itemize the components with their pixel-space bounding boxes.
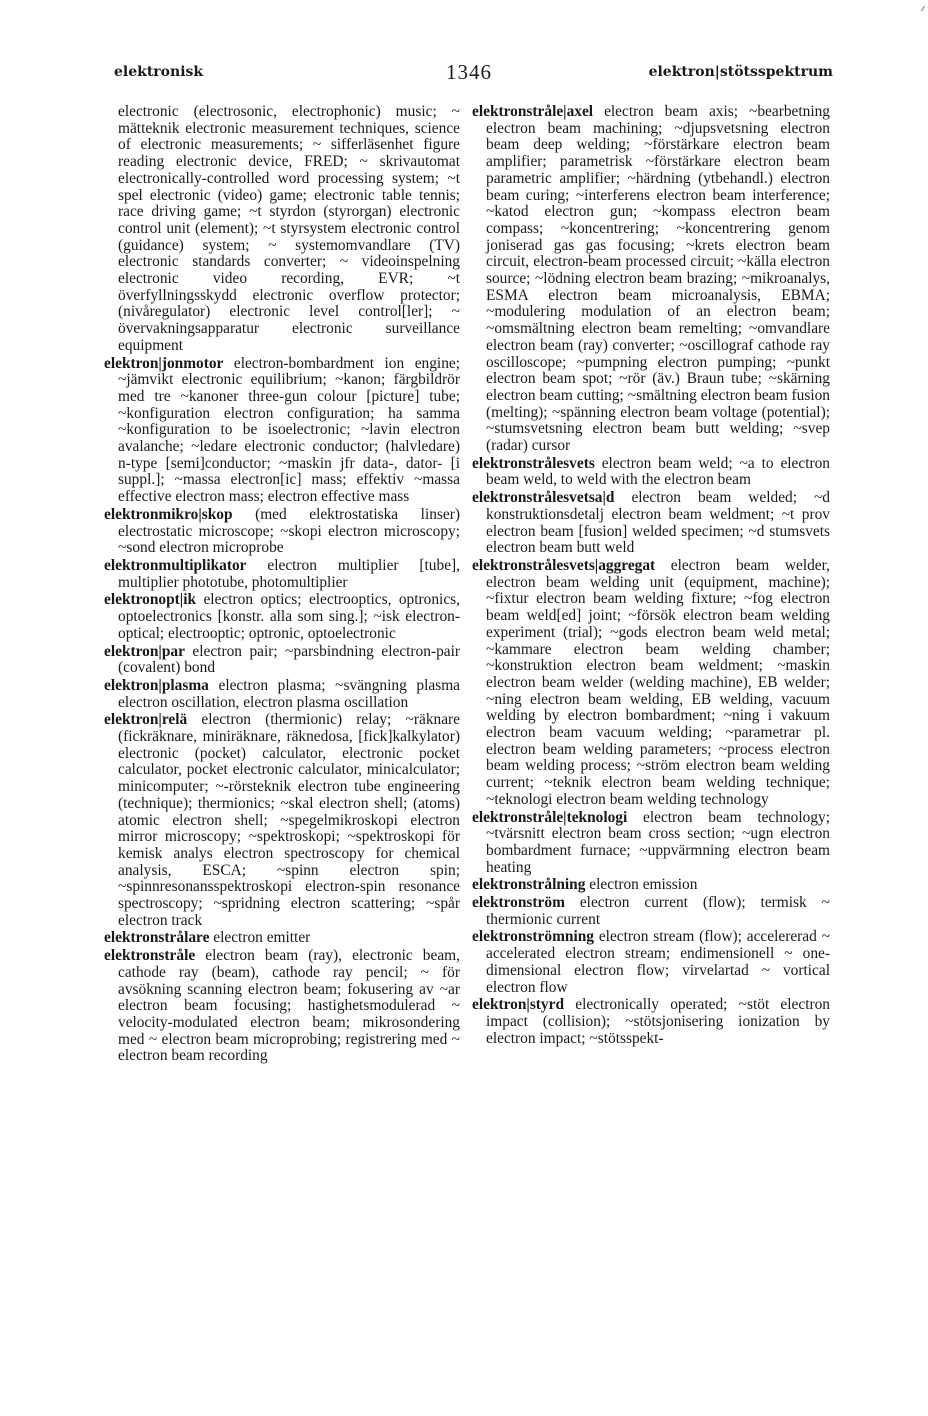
dictionary-entry — [104, 712, 460, 929]
dictionary-entry — [104, 948, 460, 1065]
entry-text: electron plasma; ~svängning plasma electron oscillation, electron plasma oscillation — [118, 676, 460, 711]
dictionary-entry — [472, 104, 830, 455]
entry-text: electron beam welded; ~d konstruktionsdetalj electron beam weldment; ~t prov electron beam [fusion] welded specimen; ~d stumsvets electron beam butt weld — [486, 489, 830, 557]
dictionary-entry — [472, 810, 830, 877]
dictionary-entry — [104, 356, 460, 506]
entry-headword: elektron|plasma — [104, 676, 209, 694]
entry-text: electronically operated; ~stöt electron impact (collision); ~stötsjonisering ionization by electron impact; ~stötsspekt- — [486, 996, 830, 1047]
entry-headword: elektronstrålning — [472, 876, 586, 894]
entry-text: electron-bombardment ion engine; ~jämvikt electronic equilibrium; ~kanon; färgbildrör med tre ~kanoner three-gun colour [picture] tube; ~konfiguration electron configuration; ha samma ~konfiguration to be isoelectronic; ~lavin electron avalanche; ~ledare electronic conductor; (halvledare) n-type [semi]conductor; ~maskin jfr data-, dator- [i suppl.]; ~massa electron[ic] mass; effektiv ~massa effective electron mass; electron effective mass — [118, 354, 460, 506]
entry-text: electron beam weld; ~a to electron beam weld, to weld with the electron beam — [486, 454, 830, 489]
entry-headword: elektronstråle|axel — [472, 103, 594, 120]
dictionary-entry — [104, 592, 460, 642]
entry-text: electron beam axis; ~bearbetning electron beam machining; ~djupsvetsning electron beam deep welding; ~förstärkare electron beam amplifier; parametrisk ~förstärkare electron beam parametric amplifier; ~härdning (ytbehandl.) electron beam curing; ~interferens electron beam interference; ~katod electron gun; ~kompass electron beam compass; ~koncentrering; ~koncentrering genom joniserad gas gas focusing; ~krets electron beam circuit, electron-beam processed circuit; ~källa electron source; ~lödning electron beam brazing; ~mikroanalys, ESMA electron beam microanalysis, EBMA; ~modulering modulation of an electron beam; ~omsmältning electron beam remelting; ~omvandlare electron beam (ray) converter; ~oscillograf cathode ray oscilloscope; ~pumpning electron pumping; ~punkt electron beam spot; ~rör (äv.) Braun tube; ~skärning electron beam cutting; ~smältning electron beam fusion (melting); ~spänning electron beam voltage (potential); ~stumsvetsning electron beam butt welding; ~svep (radar) cursor — [486, 103, 830, 455]
entry-text: electron optics; electrooptics, optronics, optoelectronics [konstr. alla som sing.]; ~isk electron-optical; electrooptic; optronic, optoelectronic — [118, 591, 460, 642]
entry-text: electronic (electrosonic, electrophonic) music; ~ mätteknik electronic measurement techniques, science of electronic measurements; ~ sifferläsenhet figure reading electronic device, FRED; ~ skrivautomat electronically-controlled word processing system; ~t spel electronic (video) game; electronic table tennis; race driving game; ~t styrdon (styrorgan) electronic control unit (element); ~t styrsystem electronic control (guidance) system; ~ systemomvandlare (TV) electronic standards converter; ~ videoinspelning electronic video recording, EVR; ~t överfyllningsskydd electronic overflow protector; (nivåregulator) electronic level control[ler]; ~ övervakningsapparatur electronic surveillance equipment — [118, 103, 460, 354]
dictionary-entry — [472, 877, 830, 894]
dictionary-entry — [472, 895, 830, 928]
entry-headword: elektronstråle|teknologi — [472, 808, 628, 826]
margin-mark — [921, 6, 925, 12]
entry-headword: elektronstråle — [104, 947, 196, 965]
entry-headword: elektron|jonmotor — [104, 354, 224, 372]
dictionary-entry — [104, 507, 460, 557]
dictionary-entry — [472, 929, 830, 996]
entry-text: electron beam technology; ~tvärsnitt electron beam cross section; ~ugn electron bombardment furnace; ~uppvärmning electron beam heating — [486, 808, 830, 876]
right-column — [472, 104, 830, 1048]
entry-text: electron emission — [585, 876, 698, 894]
dictionary-entry — [472, 456, 830, 489]
entry-text: electron beam (ray), electronic beam, cathode ray (beam), cathode ray pencil; ~ för avsökning scanning electron beam; fokusering av ~ar electron beam focusing; hastighetsmodulerad ~ velocity-modulated electron beam; mikrosondering med ~ electron beam microprobing; registrering med ~ electron beam recording — [118, 947, 460, 1065]
entry-text: electron current (flow); termisk ~ thermionic current — [486, 894, 830, 928]
entry-headword: elektronmultiplikator — [104, 556, 247, 574]
entry-text: electron emitter — [209, 929, 311, 947]
entry-text: electron (thermionic) relay; ~räknare (fickräknare, miniräknare, räknedosa, [fick]kalkylator) electronic (pocket) calculator, electronic pocket calculator, pocket electronic calculator, minicalculator; minicomputer; ~-rörsteknik electron tube engineering (technique); thermionics; ~skal electron shell; (atoms) atomic electron shell; ~spegelmikroskopi electron mirror microscopy; ~spektroskopi; ~spektroskopi för kemisk analys electron spectroscopy for chemical analysis, ESCA; ~spinn electron spin; ~spinnresonansspektroskopi electron-spin resonance spectroscopy; ~spridning electron scattering; ~spår electron track — [118, 711, 460, 929]
entry-text: electron stream (flow); accelererad ~ accelerated electron stream; endimensionell ~ one-dimensional electron flow; virvelartad ~ vortical electron flow — [486, 928, 830, 996]
dictionary-entry — [104, 644, 460, 677]
left-guide-word: elektronisk — [114, 64, 204, 80]
entry-headword: elektronmikro|skop — [104, 505, 233, 523]
entry-headword: elektron|relä — [104, 711, 188, 729]
entry-headword: elektronstrålesvets|aggregat — [472, 556, 656, 574]
dictionary-entry — [104, 678, 460, 711]
dictionary-entry — [104, 930, 460, 947]
entry-headword: elektron|par — [104, 642, 185, 660]
dictionary-entry — [472, 490, 830, 557]
dictionary-entry — [472, 558, 830, 809]
page-header — [0, 60, 928, 84]
right-guide-word: elektron|stötsspektrum — [648, 64, 833, 80]
entry-headword: elektronström — [472, 894, 565, 912]
entry-text: electron pair; ~parsbindning electron-pair (covalent) bond — [118, 642, 460, 677]
dictionary-entry — [104, 558, 460, 591]
entry-headword: elektron|styrd — [472, 996, 565, 1014]
entry-headword: elektronopt|ik — [104, 591, 197, 609]
dictionary-entry — [472, 997, 830, 1047]
left-column — [104, 104, 460, 1066]
entry-text: electron beam welder, electron beam welding unit (equipment, machine); ~fixtur electron beam welding fixture; ~fog electron beam weld[ed] joint; ~försök electron beam welding experiment (trial); ~gods electron beam weld metal; ~kammare electron beam welding chamber; ~konstruktion electron beam weldment; ~maskin electron beam welder (welding machine), EB welder; ~ning electron beam welding, EB welding, vacuum welding by electron bombardment; ~ning i vakuum electron beam vacuum welding; ~parametrar pl. electron beam welding parameters; ~process electron beam welding process; ~ström electron beam welding current; ~teknik electron beam welding technique; ~teknologi electron beam welding technology — [486, 556, 830, 808]
entry-headword: elektronstrålesvets — [472, 454, 595, 472]
page-number: 1346 — [446, 60, 492, 84]
entry-headword: elektronstrålesvetsa|d — [472, 489, 615, 507]
dictionary-entry — [104, 104, 460, 355]
entry-headword: elektronströmning — [472, 928, 594, 946]
entry-text: (med elektrostatiska linser) electrostatic microscope; ~skopi electron microscopy; ~sond electron microprobe — [118, 505, 460, 557]
entry-text: electron multiplier [tube], multiplier phototube, photomultiplier — [118, 556, 460, 591]
entry-headword: elektronstrålare — [104, 929, 210, 947]
